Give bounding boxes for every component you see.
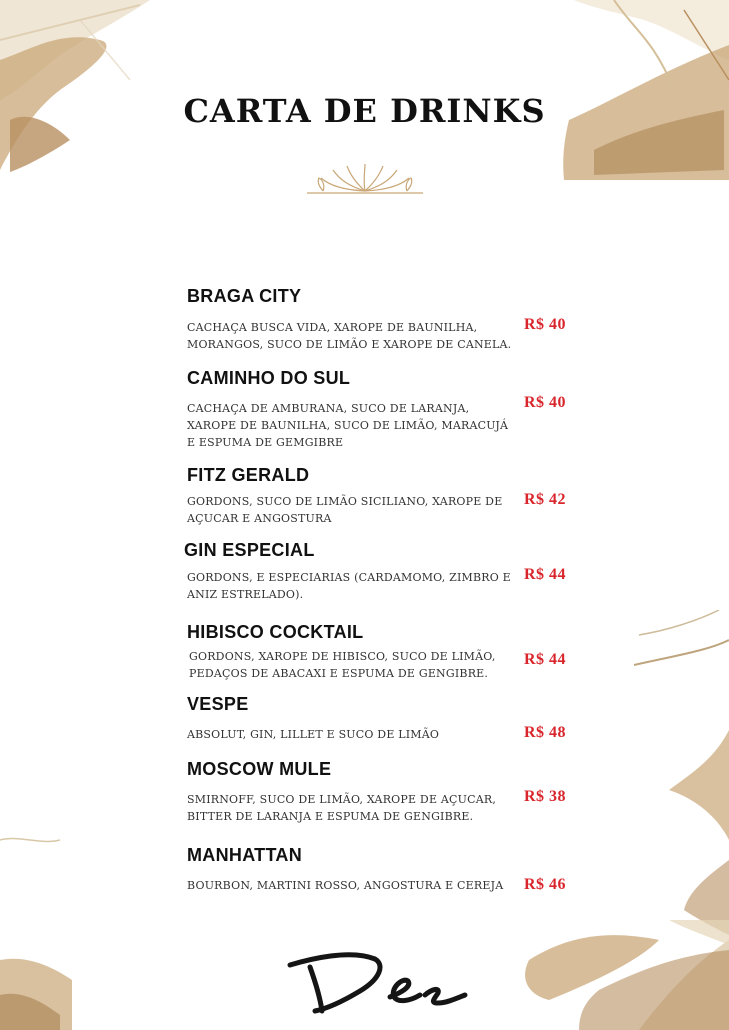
drink-price: R$ 48 (524, 724, 567, 741)
drink-description: SMIRNOFF, SUCO DE LIMÃO, XAROPE DE AÇUCAR, BITTER DE LARANJA E ESPUMA DE GENGIBRE. (187, 793, 497, 823)
drink-name: CAMINHO DO SUL (187, 368, 351, 388)
drink-description: CACHAÇA BUSCA VIDA, XAROPE DE BAUNILHA, MORANGOS, SUCO DE LIMÃO E XAROPE DE CANELA. (187, 321, 512, 351)
drink-price: R$ 44 (524, 651, 567, 668)
drink-name: VESPE (187, 694, 249, 714)
drink-description: ABSOLUT, GIN, LILLET E SUCO DE LIMÃO (187, 728, 440, 741)
drink-name: GIN ESPECIAL (184, 540, 315, 560)
drink-price: R$ 42 (524, 491, 567, 508)
drink-name: BRAGA CITY (187, 286, 302, 306)
menu-title: CARTA DE DRINKS (183, 92, 546, 130)
drink-price: R$ 46 (524, 876, 567, 893)
drink-name: HIBISCO COCKTAIL (187, 622, 364, 642)
drink-name: FITZ GERALD (187, 465, 310, 485)
drink-name: MOSCOW MULE (187, 759, 332, 779)
marble-top-left-decoration (0, 0, 160, 180)
drink-price: R$ 40 (524, 394, 567, 411)
drink-description: CACHAÇA DE AMBURANA, SUCO DE LARANJA, XAROPE DE BAUNILHA, SUCO DE LIMÃO, MARACUJÁ E ESPUMA DE GEMGIBRE (187, 402, 509, 449)
drink-description: GORDONS, E ESPECIARIAS (CARDAMOMO, ZIMBRO E ANIZ ESTRELADO). (187, 571, 511, 601)
handwritten-signature-logo (280, 945, 470, 1020)
drink-description: GORDONS, XAROPE DE HIBISCO, SUCO DE LIMÃO, PEDAÇOS DE ABACAXI E ESPUMA DE GENGIBRE. (189, 650, 496, 680)
drink-price: R$ 44 (524, 566, 567, 583)
art-deco-ornament-icon (305, 160, 425, 196)
drink-description: GORDONS, SUCO DE LIMÃO SICILIANO, XAROPE DE AÇUCAR E ANGOSTURA (187, 495, 503, 525)
drink-price: R$ 40 (524, 316, 567, 333)
marble-left-bottom-decoration (0, 830, 80, 1030)
drink-price: R$ 38 (524, 788, 567, 805)
drink-name: MANHATTAN (187, 845, 303, 865)
drink-description: BOURBON, MARTINI ROSSO, ANGOSTURA E CEREJA (187, 879, 504, 892)
marble-bottom-right-decoration (469, 920, 729, 1030)
